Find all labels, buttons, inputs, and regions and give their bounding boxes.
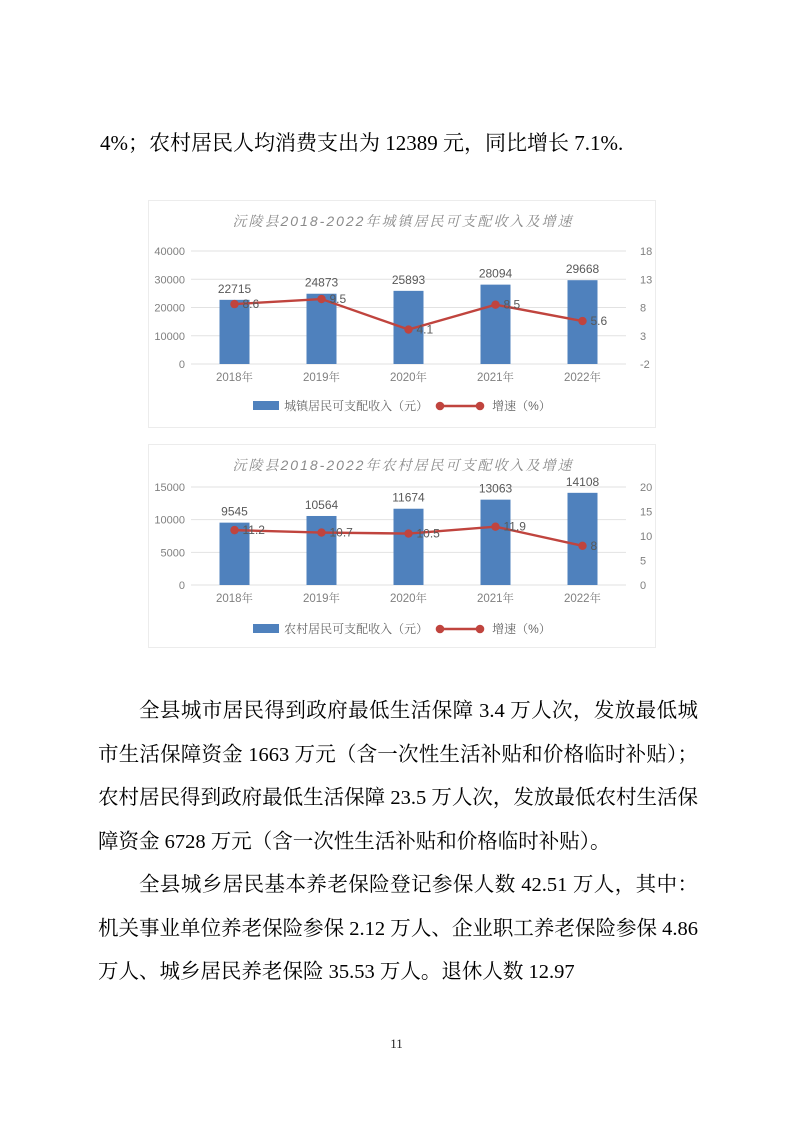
svg-text:9.5: 9.5 bbox=[329, 292, 347, 307]
svg-text:3: 3 bbox=[640, 330, 647, 343]
svg-text:2022年: 2022年 bbox=[563, 372, 602, 384]
svg-text:5.6: 5.6 bbox=[590, 314, 608, 329]
legend-bar-label: 城镇居民可支配收入（元） bbox=[284, 399, 429, 413]
svg-text:0: 0 bbox=[178, 359, 185, 371]
svg-text:10000: 10000 bbox=[154, 330, 185, 343]
svg-text:20: 20 bbox=[640, 482, 653, 494]
svg-text:30000: 30000 bbox=[154, 274, 185, 287]
svg-text:20000: 20000 bbox=[154, 302, 185, 315]
urban-income-chart bbox=[148, 200, 656, 428]
chart-svg bbox=[149, 201, 657, 429]
svg-text:24873: 24873 bbox=[304, 275, 339, 290]
svg-text:25893: 25893 bbox=[391, 272, 426, 287]
chart-svg bbox=[149, 445, 657, 649]
svg-text:5000: 5000 bbox=[160, 547, 185, 560]
svg-text:40000: 40000 bbox=[154, 246, 185, 258]
svg-text:29668: 29668 bbox=[565, 262, 600, 277]
svg-text:2018年: 2018年 bbox=[215, 372, 254, 384]
svg-text:11.2: 11.2 bbox=[242, 523, 265, 538]
svg-text:13: 13 bbox=[640, 274, 653, 287]
legend-line-label: 增速（%） bbox=[492, 399, 551, 413]
svg-text:0: 0 bbox=[178, 580, 185, 592]
chart-legend bbox=[149, 620, 655, 637]
svg-text:2021年: 2021年 bbox=[476, 593, 515, 605]
svg-text:2020年: 2020年 bbox=[389, 372, 428, 384]
svg-text:10: 10 bbox=[640, 531, 653, 543]
paragraph-pension: 全县城乡居民基本养老保险登记参保人数 42.51 万人，其中：机关事业单位养老保险参保 2.12 万人、企业职工养老保险参保 4.86 万人、城乡居民养老保险 35.53 万人。退休人数 12.97 bbox=[98, 874, 698, 983]
legend-line-swatch bbox=[433, 400, 487, 412]
svg-text:4.1: 4.1 bbox=[416, 322, 434, 337]
svg-text:8: 8 bbox=[590, 538, 598, 553]
svg-text:22715: 22715 bbox=[217, 281, 252, 296]
paragraph-welfare: 全县城市居民得到政府最低生活保障 3.4 万人次，发放最低城市生活保障资金 1663 万元（含一次性生活补贴和价格临时补贴）；农村居民得到政府最低生活保障 23.5 万人次，发放最低农村生活保障资金 6728 万元（含一次性生活补贴和价格临时补贴）。 bbox=[98, 700, 698, 853]
svg-text:11674: 11674 bbox=[392, 490, 425, 505]
body-paragraphs bbox=[98, 690, 698, 995]
svg-text:10.7: 10.7 bbox=[329, 525, 353, 540]
legend-bar-swatch bbox=[253, 401, 279, 410]
svg-text:9545: 9545 bbox=[221, 504, 248, 519]
svg-text:13063: 13063 bbox=[478, 481, 513, 496]
svg-text:10000: 10000 bbox=[154, 514, 185, 527]
svg-text:18: 18 bbox=[640, 246, 653, 258]
svg-text:14108: 14108 bbox=[565, 474, 600, 489]
svg-text:8.6: 8.6 bbox=[242, 297, 260, 312]
svg-text:15: 15 bbox=[640, 506, 653, 519]
legend-line-swatch bbox=[433, 623, 487, 635]
svg-text:2020年: 2020年 bbox=[389, 593, 428, 605]
svg-text:2021年: 2021年 bbox=[476, 372, 515, 384]
svg-text:11.9: 11.9 bbox=[503, 519, 526, 534]
svg-text:15000: 15000 bbox=[154, 482, 185, 494]
legend-bar-label: 农村居民可支配收入（元） bbox=[284, 622, 429, 636]
svg-text:28094: 28094 bbox=[478, 266, 513, 281]
svg-text:5: 5 bbox=[640, 555, 647, 568]
chart-legend bbox=[149, 397, 655, 414]
svg-text:2019年: 2019年 bbox=[302, 372, 341, 384]
page-number: 11 bbox=[390, 1036, 403, 1051]
legend-bar-swatch bbox=[253, 624, 279, 633]
svg-text:2018年: 2018年 bbox=[215, 593, 254, 605]
svg-text:-2: -2 bbox=[640, 359, 650, 371]
svg-text:8.5: 8.5 bbox=[503, 297, 521, 312]
svg-text:沅陵县2018-2022年农村居民可支配收入及增速: 沅陵县2018-2022年农村居民可支配收入及增速 bbox=[232, 457, 574, 473]
svg-text:10564: 10564 bbox=[304, 497, 339, 512]
svg-text:沅陵县2018-2022年城镇居民可支配收入及增速: 沅陵县2018-2022年城镇居民可支配收入及增速 bbox=[232, 213, 574, 229]
svg-text:0: 0 bbox=[640, 580, 647, 592]
legend-line-label: 增速（%） bbox=[492, 622, 551, 636]
intro-paragraph: 4%；农村居民人均消费支出为 12389 元，同比增长 7.1%. bbox=[100, 131, 624, 155]
svg-text:10.5: 10.5 bbox=[416, 526, 440, 541]
svg-text:8: 8 bbox=[640, 302, 647, 315]
svg-text:2022年: 2022年 bbox=[563, 593, 602, 605]
rural-income-chart bbox=[148, 444, 656, 648]
svg-text:2019年: 2019年 bbox=[302, 593, 341, 605]
